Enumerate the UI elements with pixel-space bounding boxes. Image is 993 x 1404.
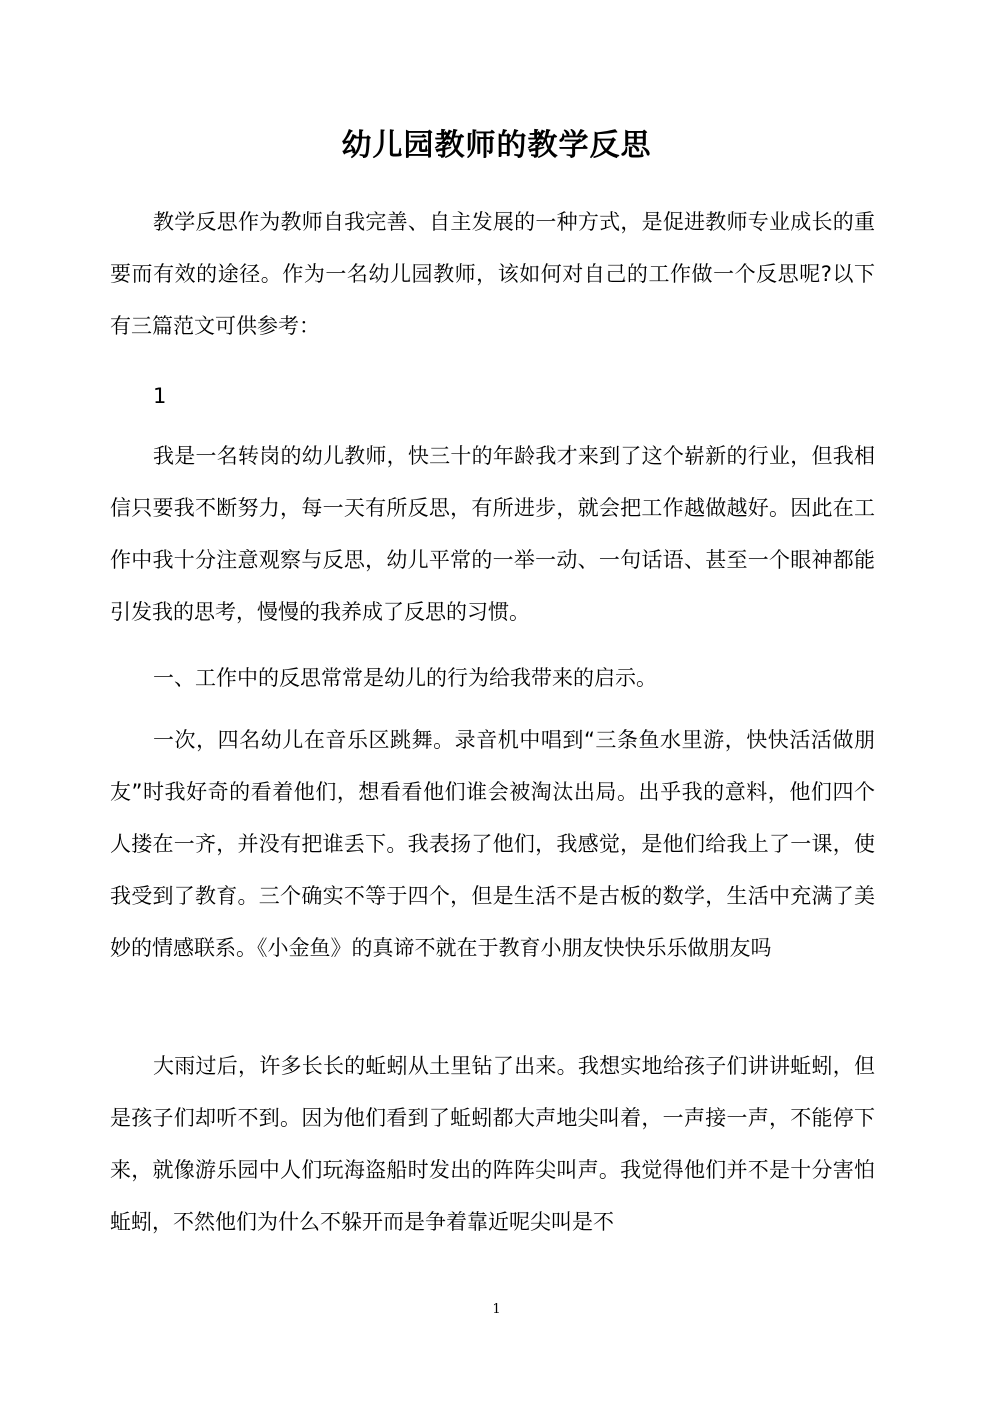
body-paragraph: 一次，四名幼儿在音乐区跳舞。录音机中唱到“三条鱼水里游，快快活活做朋友”时我好奇的看着他们，想看看他们谁会被淘汰出局。出乎我的意料，他们四个人搂在一齐，并没有把谁丢下。我表扬了他们，我感觉，是他们给我上了一课，使我受到了教育。三个确实不等于四个，但是生活不是古板的数学，生活中充满了美妙的情感联系。《小金鱼》的真谛不就在于教育小朋友快快乐乐做朋友吗: [110, 728, 875, 960]
body-paragraph: 大雨过后，许多长长的蚯蚓从土里钻了出来。我想实地给孩子们讲讲蚯蚓，但是孩子们却听不到。因为他们看到了蚯蚓都大声地尖叫着，一声接一声，不能停下来，就像游乐园中人们玩海盗船时发出的阵阵尖叫声。我觉得他们并不是十分害怕蚯蚓，不然他们为什么不躲开而是争着靠近呢尖叫是不: [110, 1054, 875, 1234]
document-title: 幼儿园教师的教学反思: [341, 128, 652, 163]
body-paragraph: 我是一名转岗的幼儿教师，快三十的年龄我才来到了这个崭新的行业，但我相信只要我不断努力，每一天有所反思，有所进步，就会把工作越做越好。因此在工作中我十分注意观察与反思，幼儿平常的一举一动、一句话语、甚至一个眼神都能引发我的思考，慢慢的我养成了反思的习惯。: [110, 444, 875, 624]
intro-paragraph: 教学反思作为教师自我完善、自主发展的一种方式，是促进教师专业成长的重要而有效的途径。作为一名幼儿园教师，该如何对自己的工作做一个反思呢?以下有三篇范文可供参考：: [110, 210, 875, 338]
section-number: 1: [153, 384, 167, 408]
page-number: 1: [492, 1302, 501, 1317]
section-heading: 一、工作中的反思常常是幼儿的行为给我带来的启示。: [153, 666, 657, 690]
